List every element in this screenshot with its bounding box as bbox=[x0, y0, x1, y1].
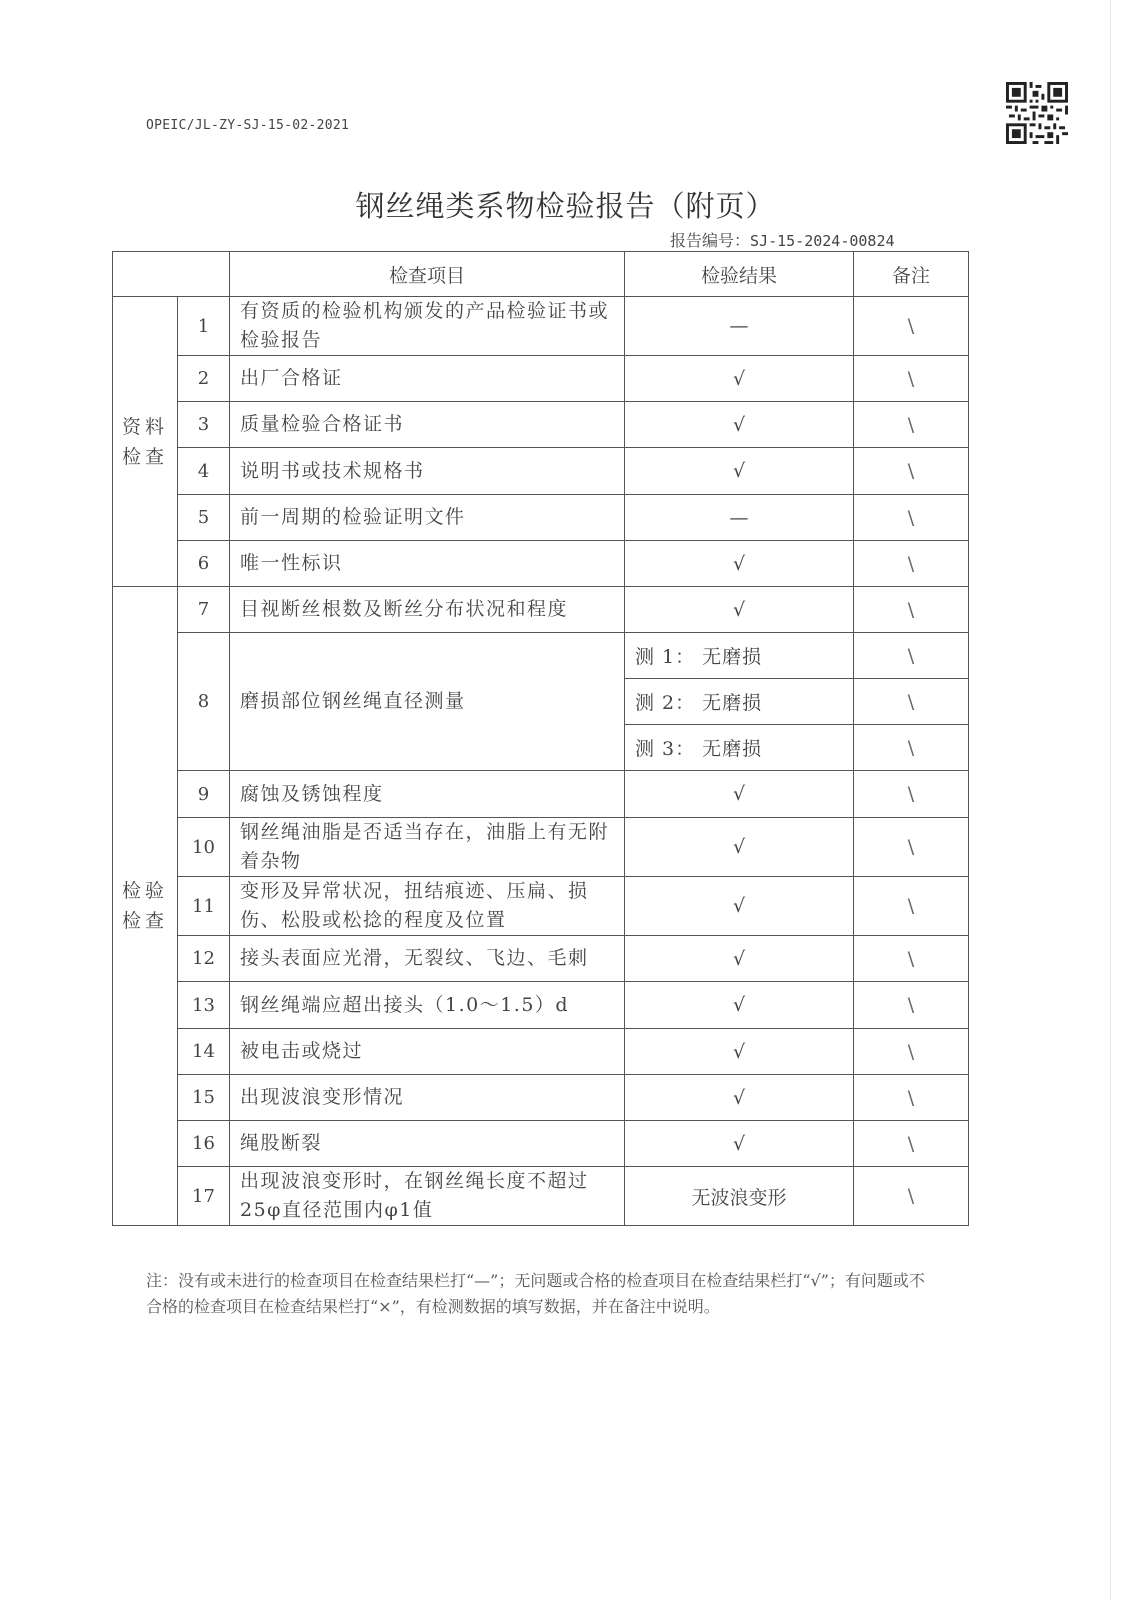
row-item: 腐蚀及锈蚀程度 bbox=[230, 771, 625, 818]
row-note: \ bbox=[854, 356, 969, 402]
row-number: 13 bbox=[178, 982, 230, 1029]
row-note: \ bbox=[854, 936, 969, 982]
row-note: \ bbox=[854, 679, 969, 725]
table-row bbox=[113, 1121, 969, 1167]
row-result: √ bbox=[625, 936, 854, 982]
scan-edge-line bbox=[1110, 0, 1111, 1600]
row-item: 有资质的检验机构颁发的产品检验证书或检验报告 bbox=[230, 297, 625, 356]
row-item: 钢丝绳油脂是否适当存在，油脂上有无附着杂物 bbox=[230, 818, 625, 877]
row-note: \ bbox=[854, 633, 969, 679]
row-item: 出现波浪变形时，在钢丝绳长度不超过25φ直径范围内φ1值 bbox=[230, 1167, 625, 1226]
row-item: 说明书或技术规格书 bbox=[230, 448, 625, 495]
row-number: 10 bbox=[178, 818, 230, 877]
table-row bbox=[113, 982, 969, 1029]
row-note: \ bbox=[854, 402, 969, 448]
row-result: √ bbox=[625, 877, 854, 936]
row-number: 6 bbox=[178, 541, 230, 587]
row-note: \ bbox=[854, 725, 969, 771]
table-row bbox=[113, 936, 969, 982]
table-row bbox=[113, 297, 969, 356]
row-number: 8 bbox=[178, 633, 230, 771]
table-row bbox=[113, 877, 969, 936]
table-row bbox=[113, 402, 969, 448]
row-number: 2 bbox=[178, 356, 230, 402]
row-result: √ bbox=[625, 402, 854, 448]
row-item: 被电击或烧过 bbox=[230, 1029, 625, 1075]
row-item: 钢丝绳端应超出接头（1.0～1.5）d bbox=[230, 982, 625, 1029]
row-result: √ bbox=[625, 982, 854, 1029]
row-item: 前一周期的检验证明文件 bbox=[230, 495, 625, 541]
row-number: 11 bbox=[178, 877, 230, 936]
row-number: 5 bbox=[178, 495, 230, 541]
row-item: 绳股断裂 bbox=[230, 1121, 625, 1167]
row-result: √ bbox=[625, 818, 854, 877]
row-number: 15 bbox=[178, 1075, 230, 1121]
table-row bbox=[113, 448, 969, 495]
row-result-sub: 测 2： 无磨损 bbox=[625, 679, 854, 725]
row-note: \ bbox=[854, 771, 969, 818]
row-note: \ bbox=[854, 541, 969, 587]
row-number: 1 bbox=[178, 297, 230, 356]
row-note: \ bbox=[854, 982, 969, 1029]
row-number: 14 bbox=[178, 1029, 230, 1075]
category-inspection-check: 检验检查 bbox=[113, 587, 178, 1226]
table-header-row bbox=[113, 252, 969, 297]
row-number: 17 bbox=[178, 1167, 230, 1226]
row-number: 9 bbox=[178, 771, 230, 818]
row-result: √ bbox=[625, 1029, 854, 1075]
row-item: 出厂合格证 bbox=[230, 356, 625, 402]
table-row bbox=[113, 1029, 969, 1075]
table-row bbox=[113, 633, 969, 679]
row-item: 唯一性标识 bbox=[230, 541, 625, 587]
table-row bbox=[113, 587, 969, 633]
row-result: √ bbox=[625, 587, 854, 633]
qr-code-icon bbox=[1006, 82, 1068, 144]
row-note: \ bbox=[854, 297, 969, 356]
report-number bbox=[670, 228, 895, 251]
table-row bbox=[113, 356, 969, 402]
table-row bbox=[113, 771, 969, 818]
row-note: \ bbox=[854, 1029, 969, 1075]
row-note: \ bbox=[854, 495, 969, 541]
table-row bbox=[113, 495, 969, 541]
row-result-sub: 测 1： 无磨损 bbox=[625, 633, 854, 679]
row-number: 4 bbox=[178, 448, 230, 495]
header-item: 检查项目 bbox=[230, 252, 625, 297]
header-result: 检验结果 bbox=[625, 252, 854, 297]
row-result: 无波浪变形 bbox=[625, 1167, 854, 1226]
table-row bbox=[113, 818, 969, 877]
row-result: √ bbox=[625, 1121, 854, 1167]
row-item: 磨损部位钢丝绳直径测量 bbox=[230, 633, 625, 771]
row-note: \ bbox=[854, 448, 969, 495]
row-item: 目视断丝根数及断丝分布状况和程度 bbox=[230, 587, 625, 633]
row-result: √ bbox=[625, 771, 854, 818]
report-number-label: 报告编号： bbox=[670, 231, 751, 250]
category-docs-check: 资料检查 bbox=[113, 297, 178, 587]
row-result-sub: 测 3： 无磨损 bbox=[625, 725, 854, 771]
row-note: \ bbox=[854, 1075, 969, 1121]
page-title: 钢丝绳类系物检验报告（附页） bbox=[355, 189, 776, 223]
row-item: 出现波浪变形情况 bbox=[230, 1075, 625, 1121]
row-number: 3 bbox=[178, 402, 230, 448]
row-result: — bbox=[625, 495, 854, 541]
header-note: 备注 bbox=[854, 252, 969, 297]
table-row bbox=[113, 1075, 969, 1121]
footnote: 注：没有或未进行的检查项目在检查结果栏打“—”；无问题或合格的检查项目在检查结果栏打“√”；有问题或不合格的检查项目在检查结果栏打“×”，有检测数据的填写数据，并在备注中说明。 bbox=[146, 1271, 925, 1316]
table-row bbox=[113, 541, 969, 587]
document-code: OPEIC/JL-ZY-SJ-15-02-2021 bbox=[146, 118, 350, 133]
row-result: √ bbox=[625, 1075, 854, 1121]
row-note: \ bbox=[854, 1167, 969, 1226]
row-result: √ bbox=[625, 356, 854, 402]
row-result: √ bbox=[625, 541, 854, 587]
row-note: \ bbox=[854, 1121, 969, 1167]
row-item: 接头表面应光滑，无裂纹、飞边、毛刺 bbox=[230, 936, 625, 982]
row-number: 7 bbox=[178, 587, 230, 633]
row-note: \ bbox=[854, 587, 969, 633]
row-note: \ bbox=[854, 818, 969, 877]
row-number: 12 bbox=[178, 936, 230, 982]
row-item: 质量检验合格证书 bbox=[230, 402, 625, 448]
inspection-table bbox=[112, 251, 969, 1226]
row-item: 变形及异常状况，扭结痕迹、压扁、损伤、松股或松捻的程度及位置 bbox=[230, 877, 625, 936]
row-result: √ bbox=[625, 448, 854, 495]
row-number: 16 bbox=[178, 1121, 230, 1167]
report-number-value: SJ-15-2024-00824 bbox=[750, 232, 895, 250]
table-row bbox=[113, 1167, 969, 1226]
row-note: \ bbox=[854, 877, 969, 936]
header-blank-cell bbox=[113, 252, 230, 297]
row-result: — bbox=[625, 297, 854, 356]
